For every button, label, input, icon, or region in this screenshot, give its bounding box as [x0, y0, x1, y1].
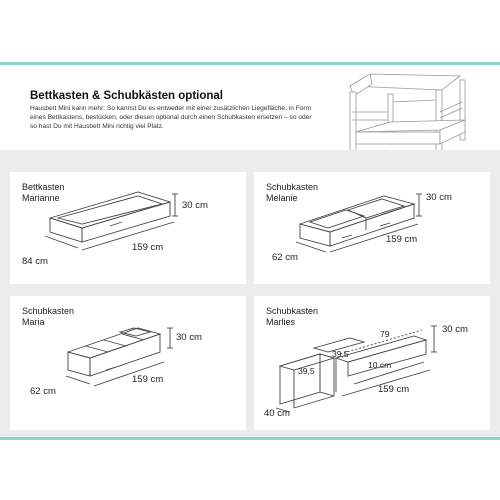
depth-dimension: 62 cm [30, 386, 56, 397]
section-title: Bettkasten & Schubkästen optional [30, 90, 223, 102]
height-dimension: 30 cm [176, 332, 202, 343]
product-title: Schubkasten Marlies [266, 306, 319, 327]
height-dimension: 30 cm [442, 324, 468, 335]
top-accent-stripe [0, 62, 500, 65]
product-title: Schubkasten Maria [22, 306, 75, 327]
bottom-accent-stripe [0, 437, 500, 440]
height-dimension: 30 cm [182, 200, 208, 211]
depth-dimension: 62 cm [272, 252, 298, 263]
product-card-marlies [254, 296, 490, 430]
box-width-left-dimension: 39,5 [298, 366, 315, 376]
inner-height-dimension: 10 cm [368, 360, 392, 370]
length-dimension: 159 cm [132, 242, 164, 253]
product-title: Schubkasten Melanie [266, 182, 319, 203]
depth-dimension: 40 cm [264, 408, 290, 419]
product-card-marianne [10, 172, 246, 284]
depth-dimension: 84 cm [22, 256, 48, 267]
bed-drawer-drawing [10, 172, 246, 284]
height-dimension: 30 cm [426, 192, 452, 203]
drawer-drawing [10, 296, 246, 430]
length-dimension: 159 cm [386, 234, 418, 245]
top-length-dimension: 79 [380, 329, 390, 339]
product-card-melanie [254, 172, 490, 284]
length-dimension: 159 cm [132, 374, 164, 385]
box-width-top-dimension: 39,5 [332, 349, 349, 359]
section-description: Hausbett Mini kann mehr: So kannst Du es entweder mit einer zusätzlichen Liegefläche, in Form eines Bettkastens, bestücken, oder diesen optional durch einen Schubkasten ersetzen – so oder so hast Du mit Hausbett Mini richtig viel Platz. [30, 105, 312, 130]
product-card-maria [10, 296, 246, 430]
product-title: Bettkasten Marianne [22, 182, 65, 203]
length-dimension: 159 cm [378, 384, 410, 395]
drawer-drawing [254, 172, 490, 284]
